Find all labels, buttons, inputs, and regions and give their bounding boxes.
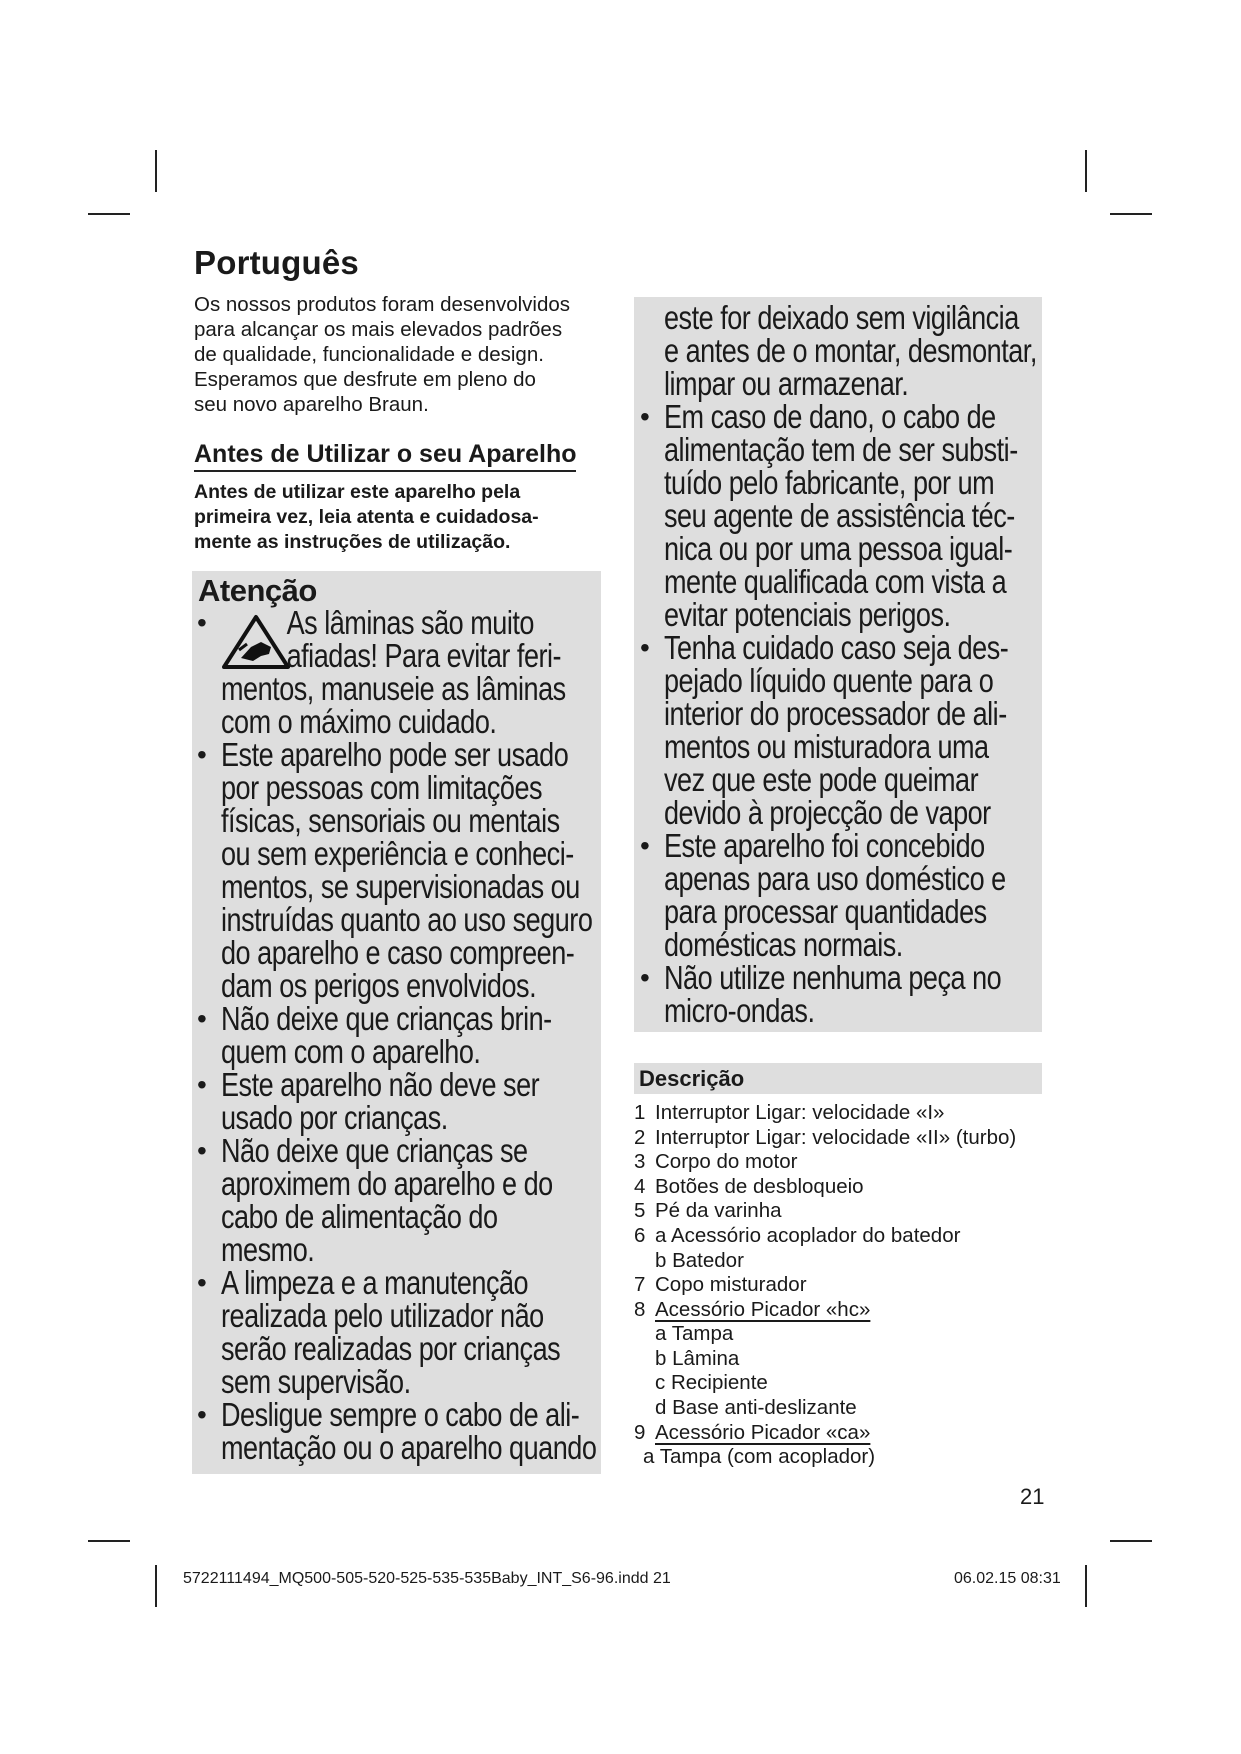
warning-line: limpar ou armazenar.: [664, 365, 909, 402]
warning-line: pejado líquido quente para o: [664, 662, 994, 699]
part-label: a Tampa (com acoplador): [643, 1445, 876, 1468]
warning-text-left: [221, 606, 596, 1464]
bullet: •: [197, 739, 207, 770]
page-number: 21: [1020, 1484, 1045, 1509]
part-number: 4: [634, 1175, 646, 1198]
part-label: b Batedor: [655, 1249, 744, 1272]
part-number: 5: [634, 1199, 646, 1222]
intro-line: Esperamos que desfrute em pleno do: [194, 368, 536, 391]
warning-line: mentos ou misturadora uma: [664, 728, 989, 765]
bullet: •: [197, 1069, 207, 1100]
warning-line: físicas, sensoriais ou mentais: [221, 802, 560, 839]
part-label: a Acessório acoplador do batedor: [655, 1224, 961, 1247]
warning-line: mentação ou o aparelho quando: [221, 1429, 597, 1466]
intro-line: para alcançar os mais elevados padrões: [194, 318, 563, 341]
crop-mark: [1110, 1540, 1152, 1542]
part-number: 8: [634, 1298, 646, 1321]
bullet: •: [197, 607, 207, 638]
crop-mark: [1085, 150, 1087, 192]
warning-line: sem supervisão.: [221, 1363, 411, 1400]
before-use-line: primeira vez, leia atenta e cuidadosa-: [194, 506, 539, 528]
part-label: d Base anti-deslizante: [655, 1396, 857, 1419]
warning-line: mesmo.: [221, 1231, 315, 1268]
part-number: 7: [634, 1273, 646, 1296]
description-heading: Descrição: [639, 1066, 745, 1091]
warning-line: Tenha cuidado caso seja des-: [664, 629, 1009, 666]
part-label: b Lâmina: [655, 1347, 740, 1370]
part-number: 9: [634, 1421, 646, 1444]
intro-line: seu novo aparelho Braun.: [194, 393, 429, 416]
warning-line: afiadas! Para evitar feri-: [286, 637, 562, 674]
warning-line: com o máximo cuidado.: [221, 703, 497, 740]
warning-line: realizada pelo utilizador não: [221, 1297, 544, 1334]
intro-line: de qualidade, funcionalidade e design.: [194, 343, 544, 366]
warning-text-right: [664, 301, 1037, 1027]
before-use-line: Antes de utilizar este aparelho pela: [194, 481, 521, 503]
part-label: a Tampa: [655, 1322, 734, 1345]
part-label: Interruptor Ligar: velocidade «I»: [655, 1101, 945, 1124]
crop-mark: [1110, 213, 1152, 215]
warning-line: instruídas quanto ao uso seguro: [221, 901, 593, 938]
section-heading-before-use: Antes de Utilizar o seu Aparelho: [194, 440, 576, 472]
warning-line: por pessoas com limitações: [221, 769, 543, 806]
bullet: •: [197, 1399, 207, 1430]
part-label: Corpo do motor: [655, 1150, 798, 1173]
warning-line: Este aparelho foi concebido: [664, 827, 985, 864]
warning-line: cabo de alimentação do: [221, 1198, 498, 1235]
warning-line: evitar potenciais perigos.: [664, 596, 951, 633]
warning-line: Desligue sempre o cabo de ali-: [221, 1396, 580, 1433]
warning-line: para processar quantidades: [664, 893, 987, 930]
crop-mark: [1085, 1565, 1087, 1607]
warning-line: aproximem do aparelho e do: [221, 1165, 553, 1202]
part-label: Copo misturador: [655, 1273, 807, 1296]
before-use-line: mente as instruções de utilização.: [194, 531, 511, 553]
footer-file-name: 5722111494_MQ500-505-520-525-535-535Baby_INT_S6-96.indd 21: [183, 1570, 671, 1587]
warning-line: dam os perigos envolvidos.: [221, 967, 537, 1004]
description-heading-bar: [634, 1063, 1042, 1094]
crop-mark: [155, 1565, 157, 1607]
warning-line: micro-ondas.: [664, 992, 815, 1029]
bullet: •: [640, 830, 650, 861]
warning-line: nica ou por uma pessoa igual-: [664, 530, 1013, 567]
warning-line: Este aparelho não deve ser: [221, 1066, 540, 1103]
part-number: 6: [634, 1224, 646, 1247]
warning-line: A limpeza e a manutenção: [221, 1264, 529, 1301]
bullet: •: [197, 1135, 207, 1166]
warning-line: interior do processador de ali-: [664, 695, 1007, 732]
warning-line: alimentação tem de ser substi-: [664, 431, 1018, 468]
footer-datetime: 06.02.15 08:31: [954, 1570, 1061, 1587]
part-label: Interruptor Ligar: velocidade «II» (turbo): [655, 1126, 1017, 1149]
part-label: Acessório Picador «ca»: [655, 1421, 871, 1444]
warning-line: usado por crianças.: [221, 1099, 448, 1136]
warning-line: As lâminas são muito: [286, 604, 534, 641]
warning-line: mente qualificada com vista a: [664, 563, 1007, 600]
crop-mark: [88, 1540, 130, 1542]
part-label: Acessório Picador «hc»: [655, 1298, 871, 1321]
warning-line: Não deixe que crianças brin-: [221, 1000, 552, 1037]
warning-line: Não utilize nenhuma peça no: [664, 959, 1002, 996]
part-label: c Recipiente: [655, 1371, 768, 1394]
part-number: 1: [634, 1101, 646, 1124]
warning-line: tuído pelo fabricante, por um: [664, 464, 995, 501]
bullet: •: [197, 1267, 207, 1298]
before-use-paragraph: [194, 480, 539, 555]
warning-line: devido à projecção de vapor: [664, 794, 991, 831]
bullet: •: [640, 401, 650, 432]
warning-line: mentos, se supervisionadas ou: [221, 868, 580, 905]
warning-line: seu agente de assistência téc-: [664, 497, 1015, 534]
warning-line: apenas para uso doméstico e: [664, 860, 1006, 897]
warning-line: vez que este pode queimar: [664, 761, 979, 798]
crop-mark: [155, 150, 157, 192]
warning-line: Em caso de dano, o cabo de: [664, 398, 996, 435]
bullet: •: [640, 962, 650, 993]
warning-line: quem com o aparelho.: [221, 1033, 481, 1070]
warning-line: ou sem experiência e conheci-: [221, 835, 574, 872]
warning-heading: Atenção: [198, 573, 317, 608]
part-number: 3: [634, 1150, 646, 1173]
crop-mark: [88, 213, 130, 215]
warning-line: Não deixe que crianças se: [221, 1132, 528, 1169]
warning-line: serão realizadas por crianças: [221, 1330, 561, 1367]
intro-line: Os nossos produtos foram desenvolvidos: [194, 293, 571, 316]
warning-line: Este aparelho pode ser usado: [221, 736, 569, 773]
warning-line: domésticas normais.: [664, 926, 903, 963]
part-number: 2: [634, 1126, 646, 1149]
warning-line: este for deixado sem vigilância: [664, 299, 1019, 336]
intro-paragraph: [194, 292, 614, 417]
part-label: Pé da varinha: [655, 1199, 782, 1222]
warning-line: do aparelho e caso compreen-: [221, 934, 575, 971]
bullet: •: [640, 632, 650, 663]
page-title: Português: [194, 244, 359, 281]
warning-line: e antes de o montar, desmontar,: [664, 332, 1037, 369]
part-label: Botões de desbloqueio: [655, 1175, 864, 1198]
bullet: •: [197, 1003, 207, 1034]
warning-line: mentos, manuseie as lâminas: [221, 670, 566, 707]
